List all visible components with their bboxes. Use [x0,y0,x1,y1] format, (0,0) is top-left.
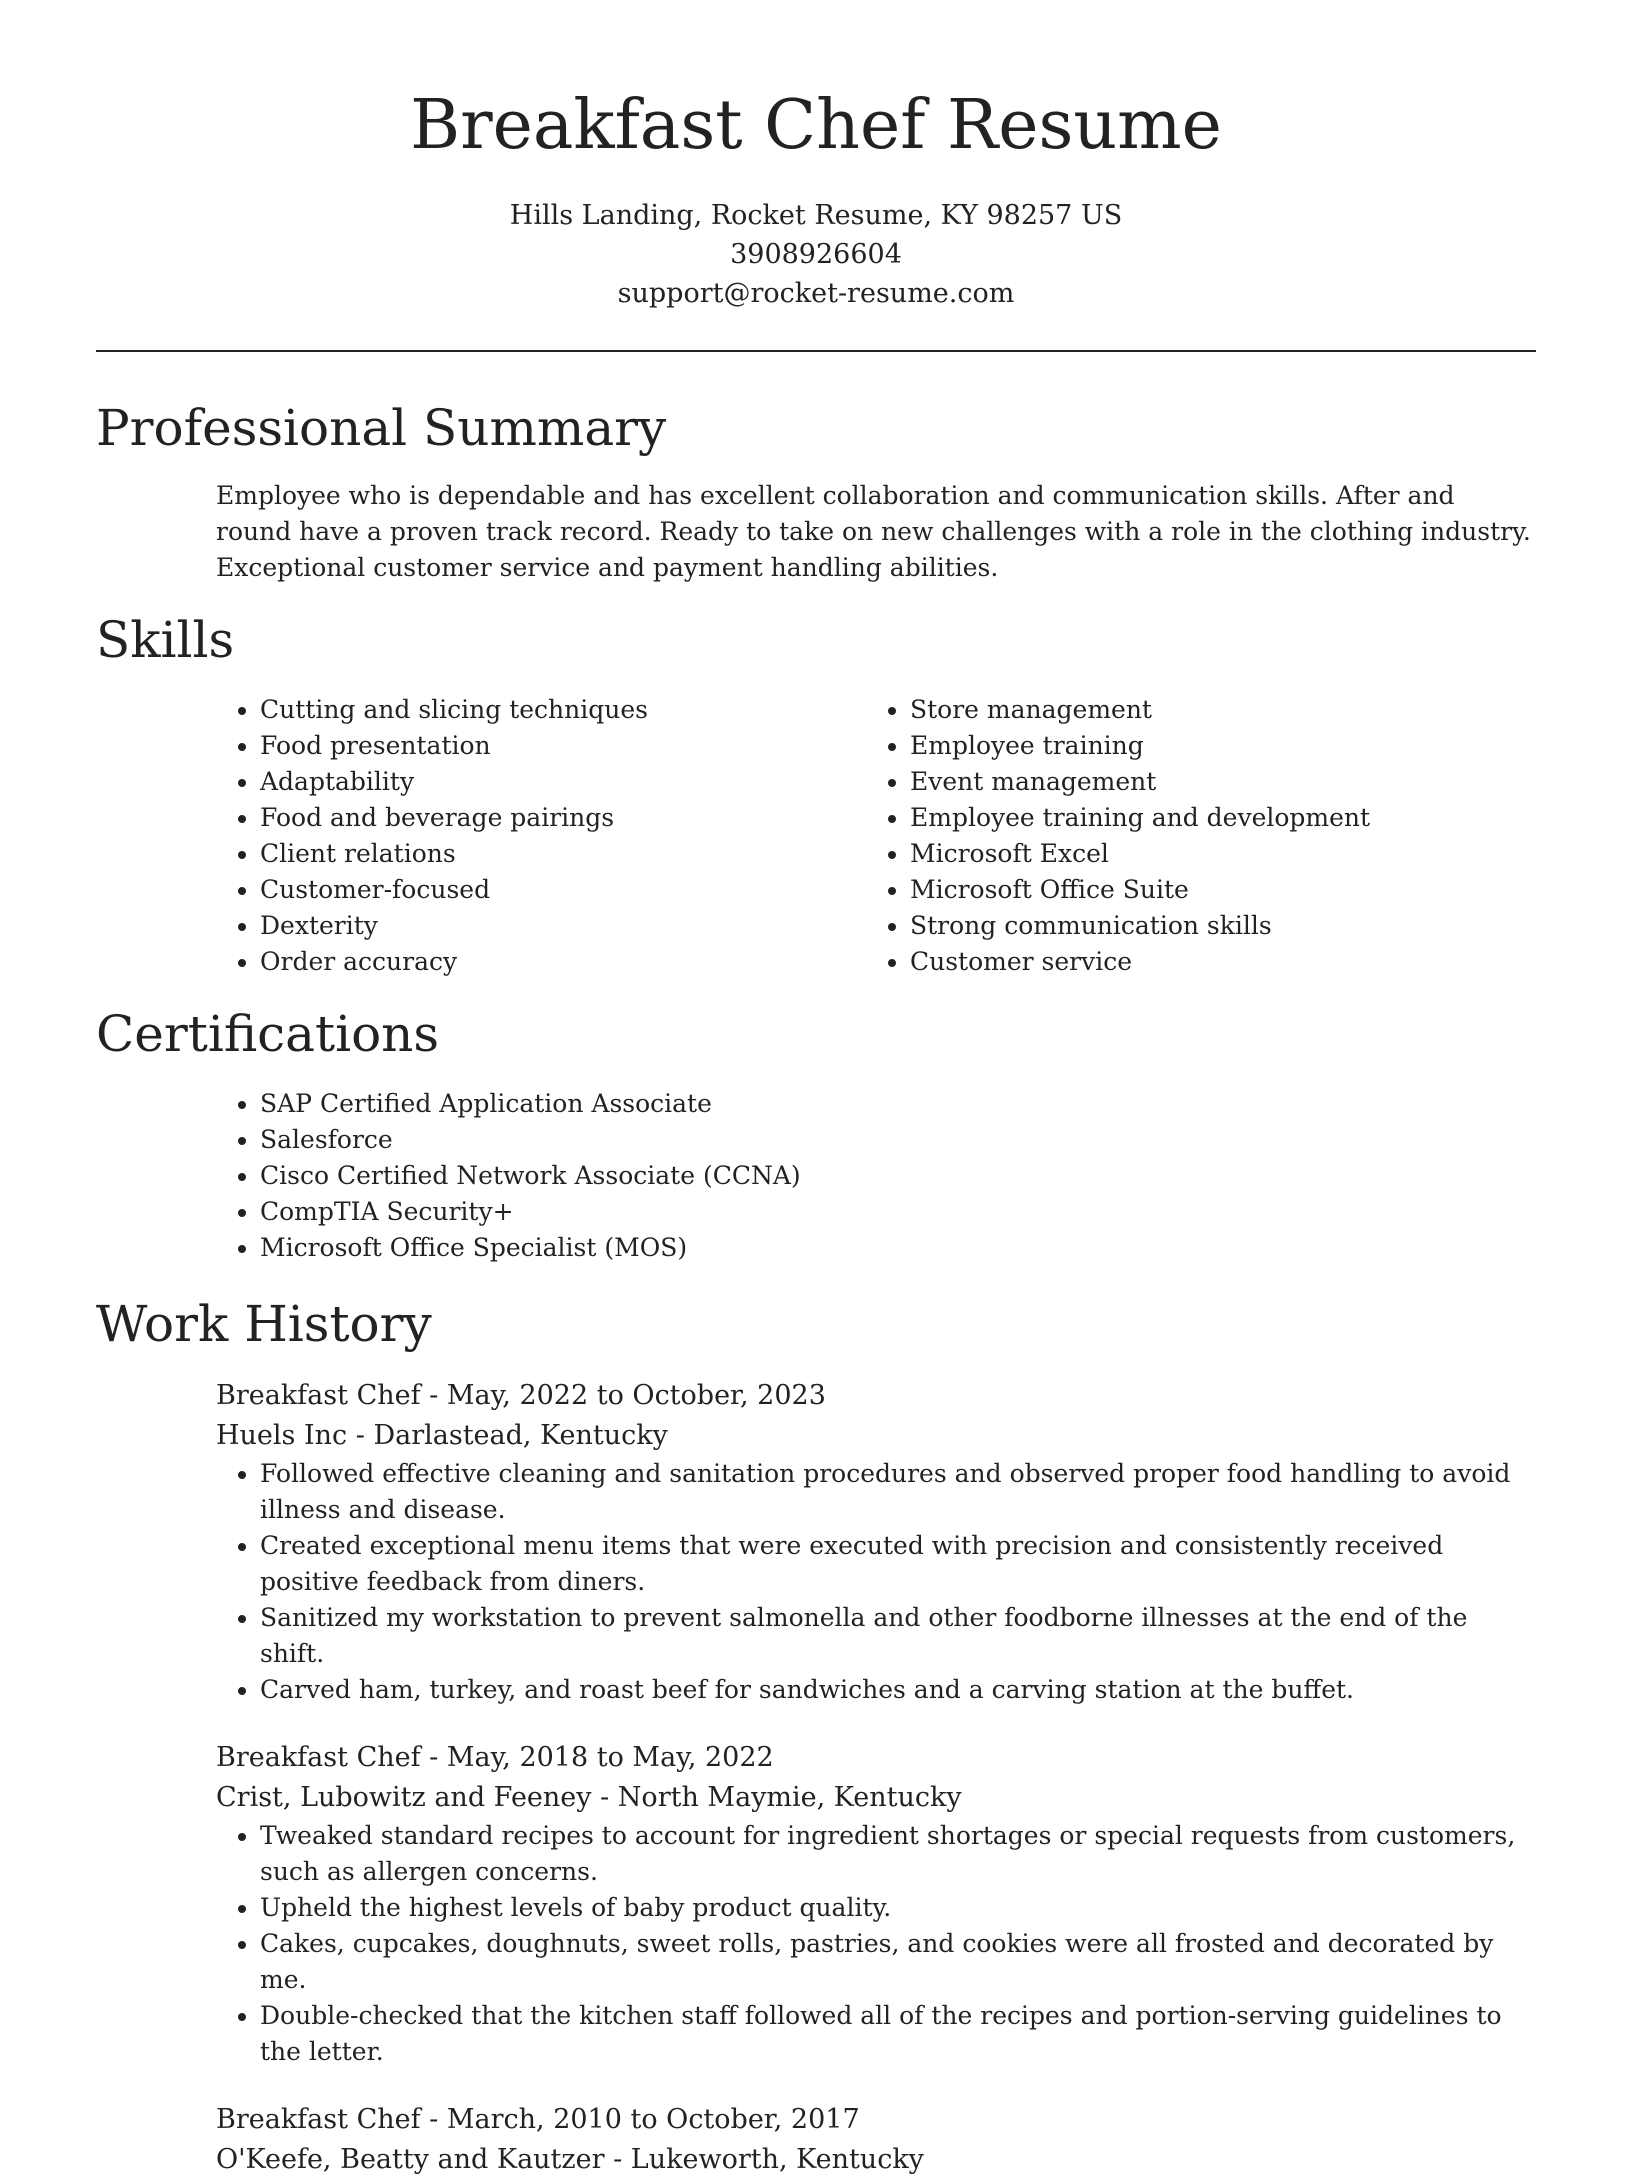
job-entry [216,1376,1536,1708]
job-bullet: • Followed effective cleaning and sanitation procedures and observed proper food handling to avoid illness and disease. [260,1456,1536,1528]
job-bullet: • Double-checked that the kitchen staff followed all of the recipes and portion-serving guidelines to the letter. [260,1998,1536,2070]
job-bullet: • Sanitized my workstation to prevent salmonella and other foodborne illnesses at the end of the shift. [260,1600,1536,1672]
skill-item: • Dexterity [260,908,866,944]
skills-column-right [866,692,1516,980]
certifications-heading: Certifications [96,1005,440,1063]
job-company: Huels Inc - Darlastead, Kentucky [216,1420,668,1451]
skill-item: • Customer service [910,944,1516,980]
skills-grid [216,692,1536,980]
skill-item: • Microsoft Office Suite [910,872,1516,908]
skill-item: • Event management [910,764,1516,800]
skill-item: • Order accuracy [260,944,866,980]
skill-item: • Employee training and development [910,800,1516,836]
skills-column-left [216,692,866,980]
summary-text: Employee who is dependable and has excellent collaboration and communication skills. After and round have a proven track record. Ready to take on new challenges with a role in the clothing industry. Exceptional customer service and payment handling abilities. [216,481,1531,582]
skill-item: • Client relations [260,836,866,872]
header-divider [96,350,1536,352]
skill-item: • Adaptability [260,764,866,800]
job-bullet: • Cakes, cupcakes, doughnuts, sweet rolls, pastries, and cookies were all frosted and decorated by me. [260,1926,1536,1998]
skill-item: • Strong communication skills [910,908,1516,944]
contact-email: support@rocket-resume.com [617,278,1015,309]
job-title: Breakfast Chef - May, 2018 to May, 2022 [216,1742,774,1773]
job-bullet: • Carved ham, turkey, and roast beef for sandwiches and a carving station at the buffet. [260,1672,1536,1708]
certification-item: • CompTIA Security+ [260,1194,1536,1230]
skill-item: • Employee training [910,728,1516,764]
contact-phone: 3908926604 [730,239,902,270]
skill-item: • Store management [910,692,1516,728]
job-bullets [216,1818,1536,2070]
job-bullet: • Upheld the highest levels of baby product quality. [260,1890,1536,1926]
skill-item: • Microsoft Excel [910,836,1516,872]
skills-heading: Skills [96,611,235,669]
summary-heading: Professional Summary [96,399,667,457]
certification-item: • Cisco Certified Network Associate (CCNA) [260,1158,1536,1194]
job-company: O'Keefe, Beatty and Kautzer - Lukeworth, Kentucky [216,2144,924,2175]
certification-item: • SAP Certified Application Associate [260,1086,1536,1122]
skill-item: • Customer-focused [260,872,866,908]
certification-item: • Salesforce [260,1122,1536,1158]
job-bullets [216,1456,1536,1708]
work-history-heading: Work History [96,1295,432,1353]
skill-item: • Cutting and slicing techniques [260,692,866,728]
job-bullet: • Tweaked standard recipes to account for ingredient shortages or special requests from customers, such as allergen concerns. [260,1818,1536,1890]
job-bullet: • Created exceptional menu items that were executed with precision and consistently received positive feedback from diners. [260,1528,1536,1600]
resume-header [96,0,1536,313]
skill-item: • Food and beverage pairings [260,800,866,836]
job-entry [216,1738,1536,2070]
job-title: Breakfast Chef - March, 2010 to October, 2017 [216,2104,860,2135]
job-company: Crist, Lubowitz and Feeney - North Maymie, Kentucky [216,1782,962,1813]
contact-address: Hills Landing, Rocket Resume, KY 98257 US [509,200,1123,231]
skill-item: • Food presentation [260,728,866,764]
certification-item: • Microsoft Office Specialist (MOS) [260,1230,1536,1266]
job-entry [216,2100,1536,2180]
certifications-list [216,1086,1536,1266]
resume-title: Breakfast Chef Resume [410,86,1222,165]
job-title: Breakfast Chef - May, 2022 to October, 2023 [216,1380,826,1411]
